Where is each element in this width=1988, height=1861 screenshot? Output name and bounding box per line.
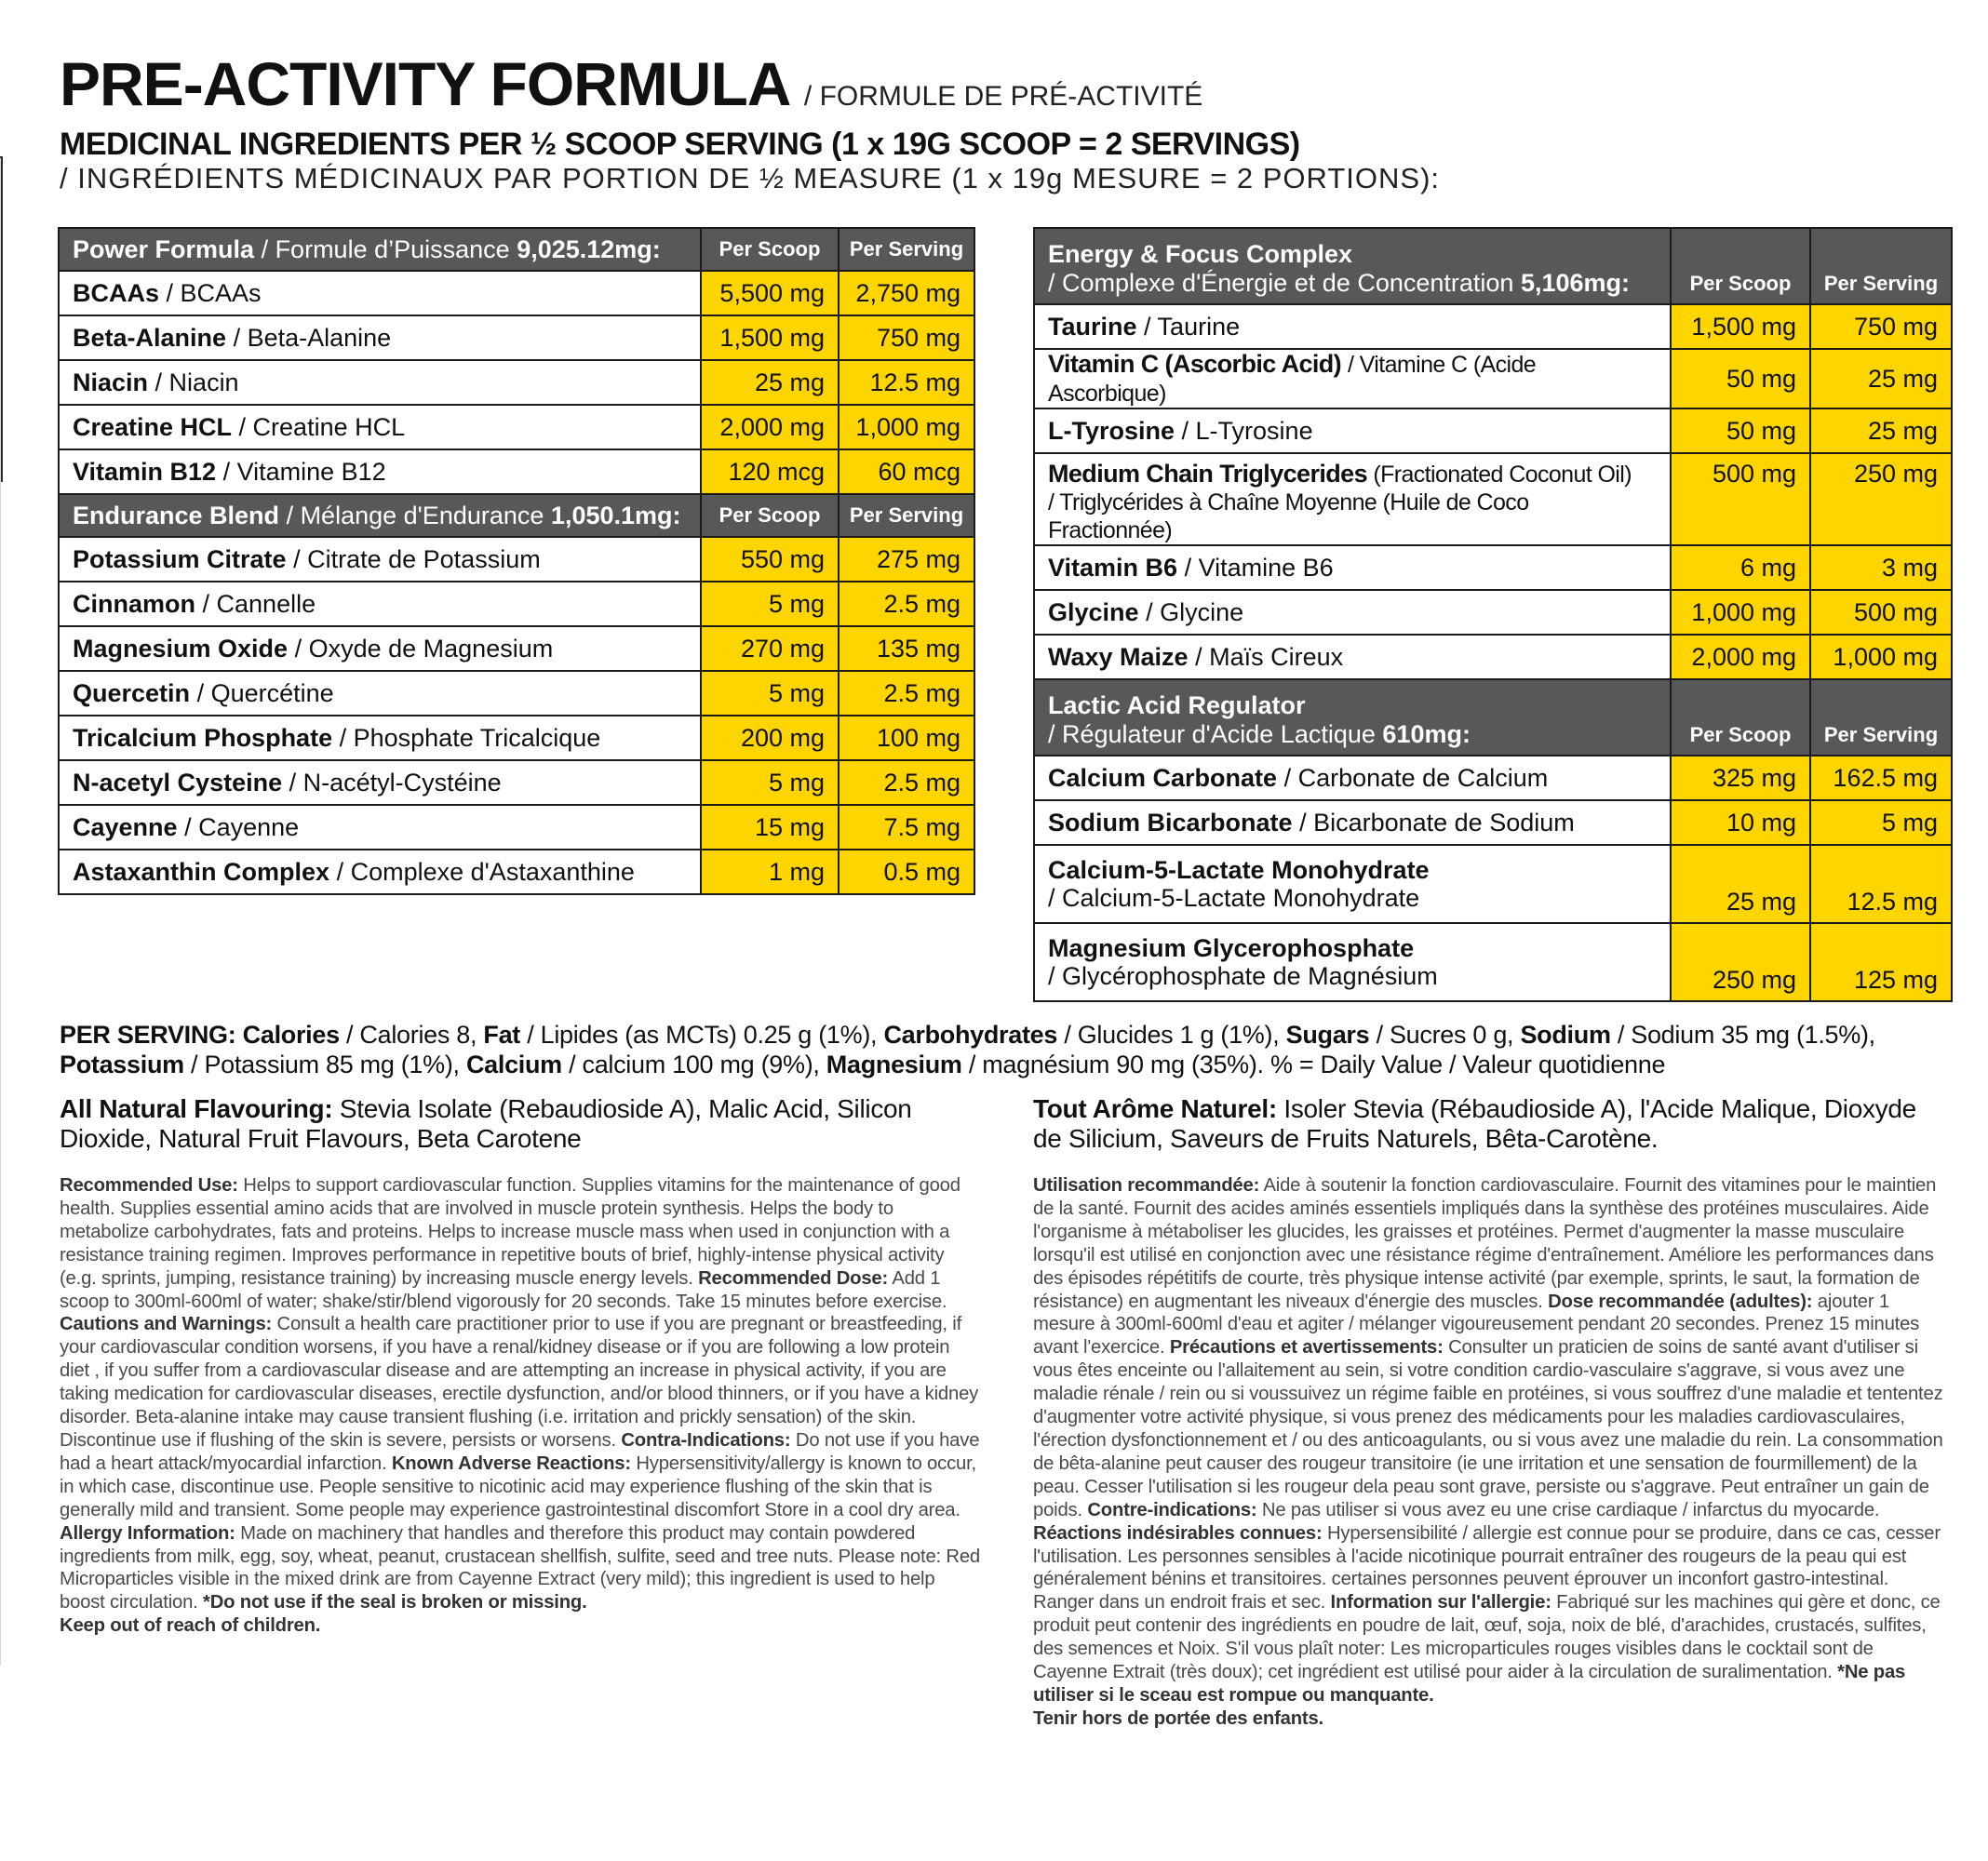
subtitle-fr: / INGRÉDIENTS MÉDICINAUX PAR PORTION DE ½ MEASURE (1 x 19g MESURE = 2 PORTIONS): — [60, 162, 1441, 194]
table-row — [1034, 635, 1952, 679]
per-scoop-value: 25 mg — [701, 360, 839, 405]
ingredient-name: Cayenne / Cayenne — [59, 805, 701, 850]
per-scoop-value: 2,000 mg — [1671, 635, 1810, 679]
table-row — [1034, 304, 1952, 349]
per-scoop-value: 1,500 mg — [701, 315, 839, 360]
table-row — [1034, 756, 1952, 800]
per-scoop-value: 6 mg — [1671, 545, 1810, 590]
ingredient-name: Cinnamon / Cannelle — [59, 582, 701, 626]
table-row — [1034, 349, 1952, 408]
col-per-scoop: Per Scoop — [701, 228, 839, 271]
col-per-serving: Per Serving — [1810, 228, 1952, 304]
col-per-serving: Per Serving — [839, 494, 974, 537]
per-serving-value: 3 mg — [1810, 545, 1952, 590]
ingredient-name: Beta-Alanine / Beta-Alanine — [59, 315, 701, 360]
per-serving-value: 275 mg — [839, 537, 974, 582]
ingredient-name: Medium Chain Triglycerides (Fractionated Coconut Oil) / Triglycérides à Chaîne Moyenne (Huile de Coco Fractionnée) — [1034, 453, 1671, 545]
flavouring-fr: Tout Arôme Naturel: Isoler Stevia (Rébaudioside A), l'Acide Malique, Dioxyde de Silicium, Saveurs de Fruits Naturels, Bêta-Carotène. — [1033, 1094, 1916, 1153]
flavouring-en: All Natural Flavouring: Stevia Isolate (Rebaudioside A), Malic Acid, Silicon Dioxide, Natural Fruit Flavours, Beta Carotene — [60, 1094, 912, 1153]
ingredient-name: BCAAs / BCAAs — [59, 271, 701, 315]
per-scoop-value: 15 mg — [701, 805, 839, 850]
ingredient-name: Calcium-5-Lactate Monohydrate / Calcium-5-Lactate Monohydrate — [1034, 845, 1671, 923]
per-scoop-value: 25 mg — [1671, 845, 1810, 923]
usage-text-en: Recommended Use: Helps to support cardiovascular function. Supplies vitamins for the maintenance of good health. Supplies essential amino acids that are involved in muscle protein synthesis. Helps the body to metabolize carbohydrates, fats and proteins. Helps to increase muscle mass when used in conjunction with a resistance training regimen. Improves performance in repetitive bouts of brief, highly-intense physical activity (e.g. sprints, jumping, resistance training) by increasing muscle energy levels. Recommended Dose: Add 1 scoop to 300ml-600ml of water; shake/stir/blend vigorously for 20 seconds. Take 15 minutes before exercise. Cautions and Warnings: Consult a health care practitioner prior to use if you are pregnant or breastfeeding, if your cardiovascular condition worsens, if you have a renal/kidney disease or if you are following a low protein diet , if you suffer from a cardiovascular disease and are attempting an increase in physical activity, if you are taking medication for cardiovascular diseases, erectile dysfunction, and/or blood thinners, or if you have a kidney disorder. Beta-alanine intake may cause transient flushing (i.e. irritation and prickly sensation) of the skin. Discontinue use if flushing of the skin is severe, persists or worsens. Contra-Indications: Do not use if you have had a heart attack/myocardial infarction. Known Adverse Reactions: Hypersensitivity/allergy is known to occur, in which case, discontinue use. People sensitive to nicotinic acid may experience flushing of the skin that is generally mild and transient. Some people may experience gastrointestinal discomfort Store in a cool dry area. Allergy Information: Made on machinery that handles and therefore this product may contain powdered ingredients from milk, egg, soy, wheat, peanut, crustacean shellfish, sulfite, seed and tree nuts. Please note: Red Microparticles visible in the mixed drink are from Cayenne Extract (very mild); this ingredient is used to help boost circulation. *Do not use if the seal is broken or missing. Keep out of reach of children. — [60, 1175, 980, 1637]
col-per-scoop: Per Scoop — [1671, 228, 1810, 304]
per-scoop-value: 500 mg — [1671, 453, 1810, 545]
title-row — [60, 48, 1202, 119]
per-serving-value: 0.5 mg — [839, 850, 974, 894]
per-serving-value: 12.5 mg — [839, 360, 974, 405]
per-scoop-value: 5,500 mg — [701, 271, 839, 315]
section-title: Power Formula / Formule d’Puissance 9,025.12mg: — [59, 228, 701, 271]
col-per-serving: Per Serving — [839, 228, 974, 271]
per-scoop-value: 5 mg — [701, 671, 839, 716]
per-serving-value: 60 mcg — [839, 449, 974, 494]
table-row — [59, 449, 974, 494]
col-per-scoop: Per Scoop — [701, 494, 839, 537]
section-header — [59, 494, 974, 537]
per-scoop-value: 1 mg — [701, 850, 839, 894]
table-row — [59, 626, 974, 671]
section-title: Lactic Acid Regulator / Régulateur d'Acide Lactique 610mg: — [1034, 679, 1671, 756]
table-row — [59, 805, 974, 850]
per-serving-value: 25 mg — [1810, 408, 1952, 453]
per-scoop-value: 120 mcg — [701, 449, 839, 494]
col-per-scoop: Per Scoop — [1671, 679, 1810, 756]
per-serving-value: 5 mg — [1810, 800, 1952, 845]
ingredient-name: Creatine HCL / Creatine HCL — [59, 405, 701, 449]
section-header — [1034, 228, 1952, 304]
per-serving-value: 135 mg — [839, 626, 974, 671]
section-title: Endurance Blend / Mélange d'Endurance 1,050.1mg: — [59, 494, 701, 537]
table-row — [59, 582, 974, 626]
table-row — [1034, 800, 1952, 845]
per-serving-value: 2.5 mg — [839, 671, 974, 716]
ingredient-name: Vitamin B6 / Vitamine B6 — [1034, 545, 1671, 590]
per-serving-facts: PER SERVING: Calories / Calories 8, Fat / Lipides (as MCTs) 0.25 g (1%), Carbohydrates / Glucides 1 g (1%), Sugars / Sucres 0 g, Sodium / Sodium 35 mg (1.5%), Potassium / Potassium 85 mg (1%), Calcium / calcium 100 mg (9%), Magnesium / magnésium 90 mg (35%). % = Daily Value / Valeur quotidienne — [60, 1021, 1875, 1078]
usage-text-fr: Utilisation recommandée: Aide à soutenir la fonction cardiovasculaire. Fournit des vitamines pour le maintien de la santé. Fournit des acides aminés essentiels impliqués dans la synthèse des protéines musculaires. Aide l'organisme à métaboliser les glucides, les graisses et protéines. Permet d'augmenter la masse musculaire lorsqu'il est utilisé en conjonction avec une résistance régime d'entraînement. Améliore les performances dans des épisodes répétitifs de courte, très physique intense activité (par exemple, sprints, le saut, la formation de résistance) en augmentant les niveaux d'énergie des muscles. Dose recommandée (adultes): ajouter 1 mesure à 300ml-600ml d'eau et agiter / mélanger vigoureusement pendant 20 secondes. Prenez 15 minutes avant l'exercice. Précautions et avertissements: Consulter un praticien de soins de santé avant d'utiliser si vous êtes enceinte ou l'allaitement au sein, si votre condition cardio-vasculaire s'aggrave, si vous avez une maladie rénale / rein ou si voussuivez un régime faible en protéines, si vous souffrez d'une maladie et tententez d'augmenter votre activité physique, si vous prenez des médicaments pour les maladies cardiovasculaires, l'érection dysfonctionnement et / ou des anticoagulants, ou si vous avez une maladie du rein. La consommation de bêta-alanine peut causer des rougeur transitoire (ie une irritation et une sensation de fourmillement) de la peau. Cesser l'utilisation si les rougeur dela peau sont grave, persiste ou s'aggrave. Peut entraîner un gain de poids. Contre-indications: Ne pas utiliser si vous avez eu une crise cardiaque / infarctus du myocarde. Réactions indésirables connues: Hypersensibilité / allergie est connue pour se produire, dans ce cas, cesser l'utilisation. Les personnes sensibles à l'acide nicotinique pourrait entraîner des rougeurs de la peau qui est généralement bénins et transitoires. certaines personnes peuvent éprouver un inconfort gastro-intestinal. Ranger dans un endroit frais et sec. Information sur l'allergie: Fabriqué sur les machines qui gère et donc, ce produit peut contenir des ingrédients en poudre de lait, œuf, soja, noix de blé, d'arachides, crustacés, sulfites, des semences et Noix. S'il vous plaît noter: Les microparticules rouges visibles dans le cocktail sont de Cayenne Extrait (très doux); cet ingrédient est utilisé pour aider à la circulation de suralimentation. *Ne pas utiliser si le sceau est rompue ou manquante. Tenir hors de portée des enfants. — [1033, 1175, 1943, 1729]
per-serving-value: 1,000 mg — [1810, 635, 1952, 679]
ingredient-name: Waxy Maize / Maïs Cireux — [1034, 635, 1671, 679]
left-edge-line — [0, 158, 1, 1666]
per-serving-value: 100 mg — [839, 716, 974, 760]
per-serving-value: 125 mg — [1810, 923, 1952, 1001]
col-per-serving: Per Serving — [1810, 679, 1952, 756]
per-scoop-value: 270 mg — [701, 626, 839, 671]
table-row — [1034, 923, 1952, 1001]
per-scoop-value: 200 mg — [701, 716, 839, 760]
ingredient-name: Glycine / Glycine — [1034, 590, 1671, 635]
ingredient-name: Magnesium Oxide / Oxyde de Magnesium — [59, 626, 701, 671]
table-row — [59, 716, 974, 760]
section-header — [1034, 679, 1952, 756]
table-row — [59, 537, 974, 582]
ingredient-name: Vitamin B12 / Vitamine B12 — [59, 449, 701, 494]
ingredient-name: Quercetin / Quercétine — [59, 671, 701, 716]
ingredient-name: Astaxanthin Complex / Complexe d'Astaxanthine — [59, 850, 701, 894]
section-title: Energy & Focus Complex / Complexe d'Énergie et de Concentration 5,106mg: — [1034, 228, 1671, 304]
section-header — [59, 228, 974, 271]
table-row — [1034, 845, 1952, 923]
per-serving-value: 500 mg — [1810, 590, 1952, 635]
per-scoop-value: 10 mg — [1671, 800, 1810, 845]
page-title-fr: / FORMULE DE PRÉ-ACTIVITÉ — [803, 81, 1203, 112]
ingredient-name: Potassium Citrate / Citrate de Potassium — [59, 537, 701, 582]
table-row — [59, 671, 974, 716]
table-row — [59, 405, 974, 449]
per-serving-value: 7.5 mg — [839, 805, 974, 850]
per-scoop-value: 5 mg — [701, 760, 839, 805]
page-title: PRE-ACTIVITY FORMULA — [60, 49, 791, 118]
ingredient-name: Calcium Carbonate / Carbonate de Calcium — [1034, 756, 1671, 800]
ingredient-name: Magnesium Glycerophosphate / Glycérophosphate de Magnésium — [1034, 923, 1671, 1001]
table-row — [1034, 545, 1952, 590]
per-serving-value: 250 mg — [1810, 453, 1952, 545]
table-row — [59, 360, 974, 405]
per-scoop-value: 325 mg — [1671, 756, 1810, 800]
per-serving-value: 162.5 mg — [1810, 756, 1952, 800]
ingredient-name: L-Tyrosine / L-Tyrosine — [1034, 408, 1671, 453]
per-serving-value: 25 mg — [1810, 349, 1952, 408]
subtitle: MEDICINAL INGREDIENTS PER ½ SCOOP SERVING (1 x 19G SCOOP = 2 SERVINGS) — [60, 127, 1300, 162]
table-row — [59, 271, 974, 315]
per-scoop-value: 50 mg — [1671, 349, 1810, 408]
ingredient-name: N-acetyl Cysteine / N-acétyl-Cystéine — [59, 760, 701, 805]
table-row — [59, 850, 974, 894]
per-serving-value: 12.5 mg — [1810, 845, 1952, 923]
ingredient-name: Vitamin C (Ascorbic Acid) / Vitamine C (Acide Ascorbique) — [1034, 349, 1671, 408]
ingredient-name: Tricalcium Phosphate / Phosphate Tricalcique — [59, 716, 701, 760]
per-scoop-value: 550 mg — [701, 537, 839, 582]
table-row — [1034, 590, 1952, 635]
per-serving-value: 2.5 mg — [839, 582, 974, 626]
per-scoop-value: 2,000 mg — [701, 405, 839, 449]
table-row — [59, 760, 974, 805]
ingredient-name: Niacin / Niacin — [59, 360, 701, 405]
ingredient-name: Taurine / Taurine — [1034, 304, 1671, 349]
per-serving-value: 1,000 mg — [839, 405, 974, 449]
table-row — [1034, 408, 1952, 453]
left-ingredient-table — [58, 227, 975, 895]
per-serving-value: 750 mg — [839, 315, 974, 360]
per-scoop-value: 5 mg — [701, 582, 839, 626]
per-serving-value: 750 mg — [1810, 304, 1952, 349]
per-scoop-value: 1,500 mg — [1671, 304, 1810, 349]
table-row — [1034, 453, 1952, 545]
ingredient-name: Sodium Bicarbonate / Bicarbonate de Sodium — [1034, 800, 1671, 845]
table-row — [59, 315, 974, 360]
per-serving-value: 2,750 mg — [839, 271, 974, 315]
right-ingredient-table — [1033, 227, 1953, 1002]
per-serving-value: 2.5 mg — [839, 760, 974, 805]
per-scoop-value: 50 mg — [1671, 408, 1810, 453]
per-scoop-value: 1,000 mg — [1671, 590, 1810, 635]
per-scoop-value: 250 mg — [1671, 923, 1810, 1001]
